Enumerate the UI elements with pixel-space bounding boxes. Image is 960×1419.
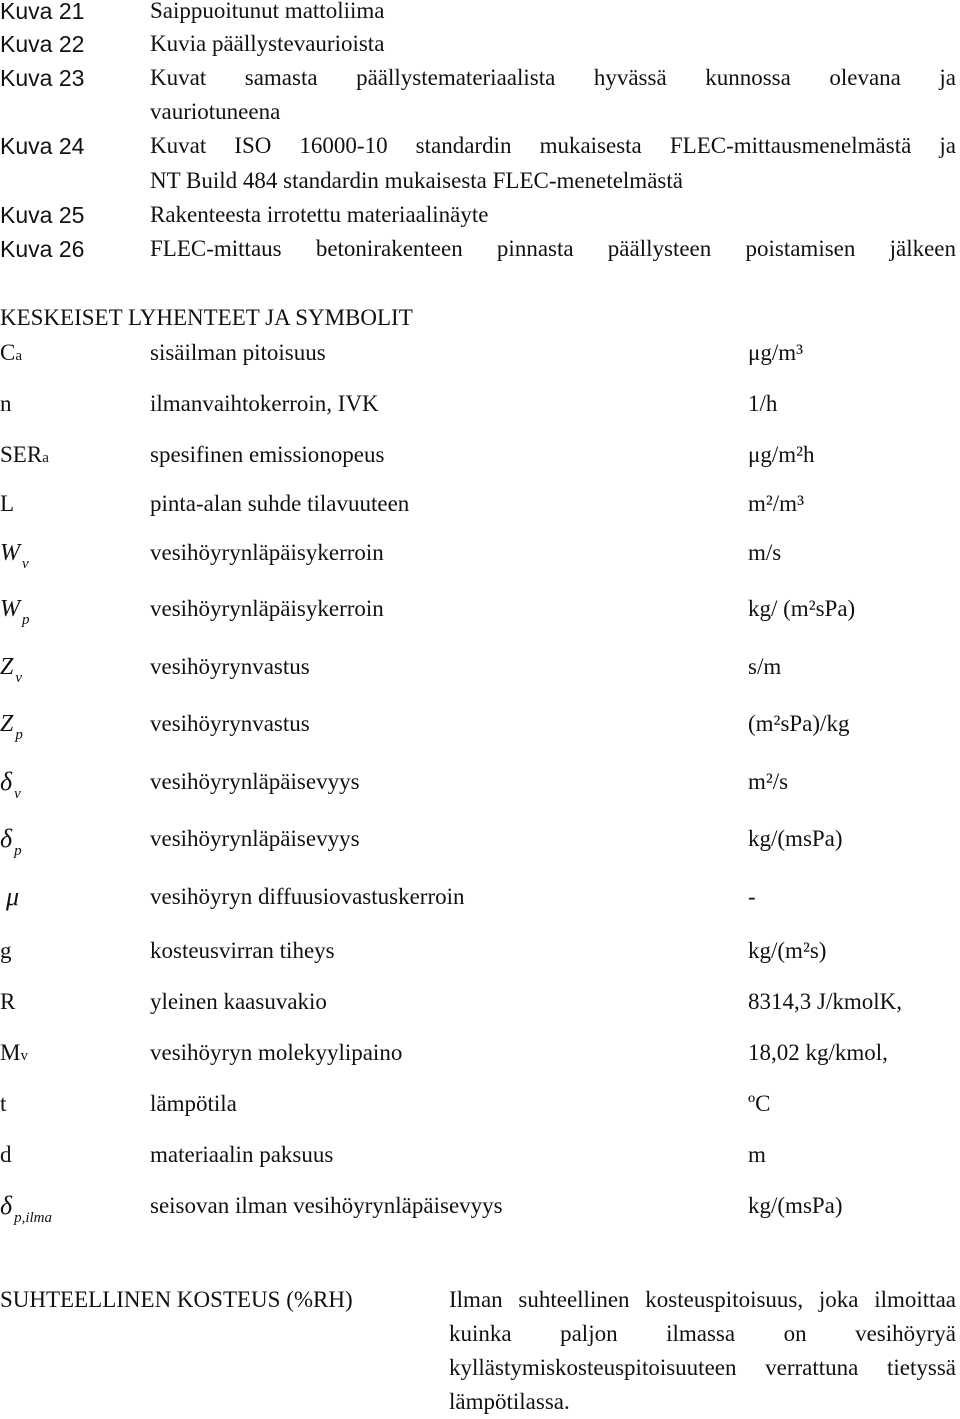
symbol-unit: m²/s [748,769,789,794]
symbol: d [0,1142,12,1167]
symbol: R [0,989,16,1014]
symbol-description: vesihöyrynvastus [150,654,310,679]
symbol-description: vesihöyrynläpäisykerroin [150,540,384,565]
symbol-unit: m [748,1142,766,1167]
symbol: δ $_p$ [0,824,22,859]
symbol-unit: μg/m³ [748,340,804,365]
figure-label: Kuva 21 [0,0,85,24]
symbol: Ca [0,340,23,365]
figure-label: Kuva 23 [0,65,85,91]
symbol-description: seisovan ilman vesihöyrynläpäisevyys [150,1193,503,1218]
symbol: Mv [0,1040,28,1065]
symbol-row [0,487,960,527]
symbol-description: pinta-alan suhde tilavuuteen [150,491,410,516]
figure-caption: NT Build 484 standardin mukaisesta FLEC-menetelmästä [150,168,683,193]
symbol: Z $_p$ [0,711,23,743]
symbol-description: vesihöyrynläpäisevyys [150,769,360,794]
symbol-description: lämpötila [150,1091,237,1116]
symbol-unit: 8314,3 J/kmolK, [748,989,902,1014]
symbol-unit: (m²sPa)/kg [748,711,850,736]
symbol: n [0,391,12,416]
symbol: δ $_v$ [0,767,21,802]
symbol-row [0,650,960,690]
symbol-unit: - [748,884,756,909]
symbol-description: vesihöyrynvastus [150,711,310,736]
symbol-description: vesihöyryn molekyylipaino [150,1040,403,1065]
symbol: δ $_{p,ilma}$ [0,1191,53,1226]
symbol-row [0,387,960,427]
symbol-row [0,336,960,376]
symbol-description: kosteusvirran tiheys [150,938,335,963]
figure-caption: Kuvat ISO 16000-10 standardin mukaisesta FLEC-mittausmenelmästä ja [150,133,956,158]
symbol-unit: μg/m²h [748,442,815,467]
figure-caption: Saippuoitunut mattoliima [150,0,385,23]
symbol-row [0,934,960,974]
symbol: W $_p$ [0,596,30,628]
symbol: t [0,1091,7,1116]
symbol-row [0,1189,960,1229]
symbol-row [0,765,960,805]
symbol: SERa [0,442,49,467]
symbol-unit: kg/(msPa) [748,826,843,851]
symbol-row [0,438,960,478]
symbol: g [0,938,12,963]
symbol-description: vesihöyrynläpäisykerroin [150,596,384,621]
symbol-unit: 18,02 kg/kmol, [748,1040,888,1065]
symbol-row [0,707,960,747]
symbol: W $_v$ [0,540,29,572]
figure-caption: vauriotuneena [150,99,281,124]
symbol-row [0,1138,960,1178]
symbol: Z $_v$ [0,654,23,686]
symbol-description: yleinen kaasuvakio [150,989,327,1014]
symbol: μ [6,882,20,911]
symbol-description: vesihöyrynläpäisevyys [150,826,360,851]
symbol-description: ilmanvaihtokerroin, IVK [150,391,379,416]
symbol-row [0,880,960,920]
symbol-row [0,1036,960,1076]
symbol-description: spesifinen emissionopeus [150,442,385,467]
symbol-description: vesihöyryn diffuusiovastuskerroin [150,884,465,909]
figure-label: Kuva 25 [0,202,85,228]
symbol-unit: m²/m³ [748,491,804,516]
symbols-heading: KESKEISET LYHENTEET JA SYMBOLIT [0,305,413,330]
symbol-description: materiaalin paksuus [150,1142,334,1167]
symbol-description: sisäilman pitoisuus [150,340,326,365]
symbol-unit: 1/h [748,391,778,416]
symbol-row [0,536,960,576]
symbol-unit: m/s [748,540,782,565]
definition-term: SUHTEELLINEN KOSTEUS (%RH) [0,1287,353,1312]
symbol-row [0,592,960,632]
symbol-unit: kg/ (m²sPa) [748,596,856,621]
figure-caption: Kuvat samasta päällystemateriaalista hyvässä kunnossa olevana ja [150,65,956,90]
figure-label: Kuva 22 [0,31,85,57]
symbol: L [0,491,15,516]
figure-caption: Kuvia päällystevaurioista [150,31,385,56]
figure-label: Kuva 26 [0,236,85,262]
symbol-unit: s/m [748,654,782,679]
figure-caption: FLEC-mittaus betonirakenteen pinnasta päällysteen poistamisen jälkeen [150,236,956,261]
symbol-row [0,1087,960,1127]
symbol-unit: kg/(m²s) [748,938,827,963]
figure-label: Kuva 24 [0,133,85,159]
symbol-row [0,985,960,1025]
symbol-unit: ºC [748,1091,771,1116]
figure-caption: Rakenteesta irrotettu materiaalinäyte [150,202,489,227]
definition-text: Ilman suhteellinen kosteuspitoisuus, joka ilmoittaa kuinka paljon ilmassa on vesihöyryä kyllästymiskosteuspitoisuuteen verrattuna tietyssä lämpötilassa. [449,1287,956,1414]
symbol-row [0,822,960,862]
symbol-unit: kg/(msPa) [748,1193,843,1218]
